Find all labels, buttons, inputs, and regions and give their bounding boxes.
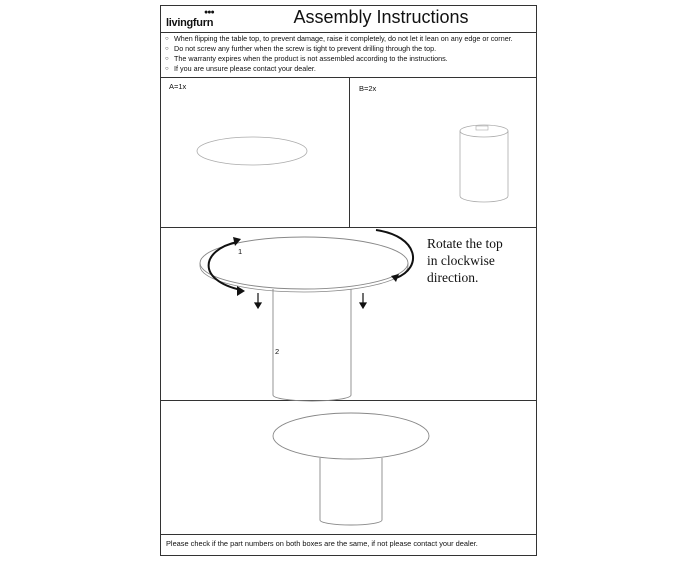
- logo-dots-icon: ●●●: [204, 9, 214, 16]
- bullet-icon: ○: [165, 55, 169, 62]
- bullet-icon: ○: [165, 35, 169, 42]
- instruction-line: direction.: [427, 270, 479, 285]
- callout-number: 1: [238, 247, 243, 256]
- assembly-step-illustration: [200, 237, 408, 401]
- callout-number: 2: [275, 347, 280, 356]
- assembled-table-illustration: [273, 413, 429, 525]
- cylinder-base-illustration: [460, 125, 508, 202]
- note-text: Do not screw any further when the screw is tight to prevent drilling through the top.: [174, 44, 437, 53]
- bullet-icon: ○: [165, 45, 169, 52]
- note-text: When flipping the table top, to prevent damage, raise it completely, do not let it lean on any edge or corner.: [174, 34, 513, 43]
- instruction-line: Rotate the top: [427, 236, 503, 251]
- table-top-illustration: [197, 137, 307, 165]
- down-arrow-icon: [255, 293, 366, 308]
- footer-note: Please check if the part numbers on both boxes are the same, if not please contact your dealer.: [166, 539, 478, 548]
- note-text: The warranty expires when the product is not assembled according to the instructions.: [174, 54, 448, 63]
- arrowhead-icon: [233, 237, 399, 296]
- page-title: Assembly Instructions: [293, 7, 469, 27]
- rotate-instruction: [427, 235, 537, 286]
- part-a-label: A=1x: [169, 82, 187, 91]
- part-b-label: B=2x: [359, 84, 377, 93]
- logo-wordmark: livingfurn: [166, 17, 214, 29]
- bullet-icon: ○: [165, 65, 169, 72]
- instruction-line: in clockwise: [427, 253, 495, 268]
- note-text: If you are unsure please contact your dealer.: [174, 64, 316, 73]
- instruction-sheet: [160, 5, 537, 556]
